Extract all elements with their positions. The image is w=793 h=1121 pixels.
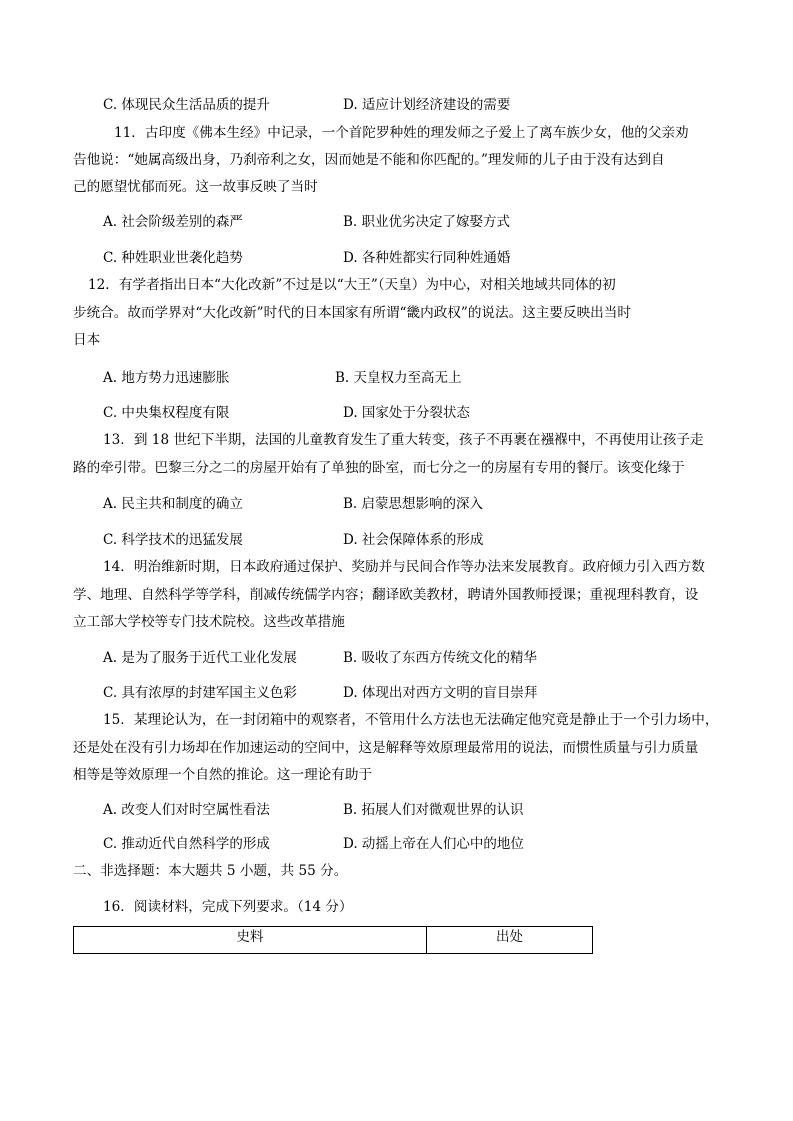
q14-stem-line-1: 14．明治维新时期，日本政府通过保护、奖励并与民间合作等办法来发展教育。政府倾力引入西方数 <box>103 559 705 575</box>
q15-option-c: C. 推动近代自然科学的形成 <box>103 836 270 852</box>
q15-option-a: A. 改变人们对时空属性看法 <box>103 802 270 818</box>
section-two-heading: 二、非选择题：本大题共 5 小题，共 55 分。 <box>73 863 348 879</box>
q15-option-b: B. 拓展人们对微观世界的认识 <box>343 802 524 818</box>
q14-stem-line-3: 立工部大学校等专门技术院校。这些改革措施 <box>73 614 345 630</box>
q13-option-b: B. 启蒙思想影响的深入 <box>343 496 484 512</box>
q14-option-c: C. 具有浓厚的封建军国主义色彩 <box>103 685 297 701</box>
table-header-source-material: 史料 <box>74 927 427 954</box>
q12-option-c: C. 中央集权程度有限 <box>103 405 230 421</box>
q12-stem-line-3: 日本 <box>73 332 101 348</box>
source-table <box>73 926 593 954</box>
q15-stem-line-2: 还是处在没有引力场却在作加速运动的空间中，这是解释等效原理最常用的说法，而惯性质量与引力质量 <box>73 740 699 756</box>
q13-stem-line-1: 13．到 18 世纪下半期，法国的儿童教育发生了重大转变，孩子不再裹在襁褓中，不再使用让孩子走 <box>103 432 704 448</box>
q12-option-d: D. 国家处于分裂状态 <box>343 405 470 421</box>
q11-option-b: B. 职业优劣决定了嫁娶方式 <box>343 214 511 230</box>
q13-option-d: D. 社会保障体系的形成 <box>343 532 484 548</box>
q16-stem: 16．阅读材料，完成下列要求。（14 分） <box>103 899 353 915</box>
q11-stem-line-1: 11．古印度《佛本生经》中记录，一个首陀罗种姓的理发师之子爱上了离车族少女，他的父亲劝 <box>114 125 689 141</box>
q10-option-d: D. 适应计划经济建设的需要 <box>343 97 511 113</box>
q12-stem-line-1: 12．有学者指出日本“大化改新”不过是以“大王”（天皇）为中心，对相关地域共同体的初 <box>88 277 616 293</box>
q11-option-c: C. 种姓职业世袭化趋势 <box>103 250 243 266</box>
q14-option-d: D. 体现出对西方文明的盲目崇拜 <box>343 685 538 701</box>
q14-option-b: B. 吸收了东西方传统文化的精华 <box>343 650 538 666</box>
q13-option-c: C. 科学技术的迅猛发展 <box>103 532 243 548</box>
q12-option-b: B. 天皇权力至高无上 <box>335 370 462 386</box>
table-header-row <box>74 927 593 954</box>
q12-stem-line-2: 步统合。故而学界对“大化改新”时代的日本国家有所谓“畿内政权”的说法。这主要反映出当时 <box>73 305 631 321</box>
q11-stem-line-2: 告他说：“她属高级出身，乃刹帝利之女，因而她是不能和你匹配的。”理发师的儿子由于没有达到自 <box>73 152 665 168</box>
q10-option-c: C. 体现民众生活品质的提升 <box>103 97 270 113</box>
q14-option-a: A. 是为了服务于近代工业化发展 <box>103 650 297 666</box>
q13-option-a: A. 民主共和制度的确立 <box>103 496 243 512</box>
q13-stem-line-2: 路的牵引带。巴黎三分之二的房屋开始有了单独的卧室，而七分之一的房屋有专用的餐厅。该变化缘于 <box>73 460 685 476</box>
q15-stem-line-3: 相等是等效原理一个自然的推论。这一理论有助于 <box>73 767 373 783</box>
q15-stem-line-1: 15．某理论认为，在一封闭箱中的观察者，不管用什么方法也无法确定他究竟是静止于一个引力场中， <box>103 712 719 728</box>
q12-option-a: A. 地方势力迅速膨胀 <box>103 370 230 386</box>
q11-stem-line-3: 己的愿望忧郁而死。这一故事反映了当时 <box>73 179 318 195</box>
q11-option-d: D. 各种姓都实行同种姓通婚 <box>343 250 511 266</box>
q14-stem-line-2: 学、地理、自然科学等学科，削减传统儒学内容；翻译欧美教材，聘请外国教师授课；重视理科教育，设 <box>73 587 699 603</box>
table-header-origin: 出处 <box>427 927 593 954</box>
q15-option-d: D. 动摇上帝在人们心中的地位 <box>343 836 524 852</box>
q11-option-a: A. 社会阶级差别的森严 <box>103 214 243 230</box>
